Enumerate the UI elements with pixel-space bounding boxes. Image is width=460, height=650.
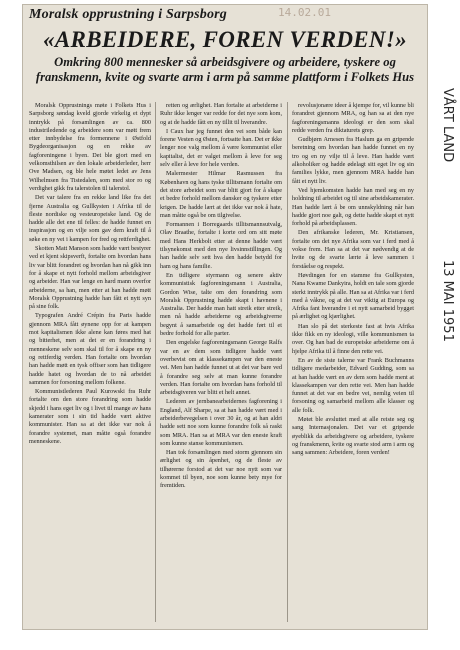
article-paragraph: Malermester Hilmar Rasmussen fra København og hans tyske tillitsmann fortalte om det store arbeidet som var blitt gjort for å skape et bedre forhold mellom dansker og tyskere etter krigen. De hadde lært at det ikke var nok å hate, man måtte også be om tilgivelse. bbox=[160, 170, 282, 219]
date-stamp: 14.02.01 bbox=[278, 6, 331, 19]
article-paragraph: Formannen i Borregaards tillitsmannsutvalg, Olav Braathe, fortalte i korte ord om sitt møte med Hans Herkbolt etter at denne hadde vært tilsynekomst med den nye livsinnstillingen. Og han hadde selv sett hva den hadde betydd for ham og hans familie. bbox=[160, 221, 282, 270]
article-paragraph: Han slo på det sterkeste fast at hvis Afrika ikke fikk en ny ideologi, ville kommunismen ta over. Og han bad de europeiske arbeiderne om å hjelpe Afrika til å finne den rette vei. bbox=[292, 322, 414, 355]
handwritten-source: VÅRT LAND bbox=[440, 88, 455, 163]
handwritten-date: 13 MAI 1951 bbox=[440, 260, 455, 342]
article-column-3 bbox=[292, 102, 414, 622]
article-paragraph: Den afrikanske lederen, Mr. Kristiansen, fortalte om det nye Afrika som var i ferd med å vokse frem. Han sa at det var nødvendig at de hvite og de svarte lærte å leve sammen i forståelse og respekt. bbox=[292, 229, 414, 270]
handwritten-source-note bbox=[424, 88, 460, 288]
column-rule bbox=[155, 102, 156, 622]
article-paragraph: Gudbjørn Arnesen fra Haslum ga en gripende beretning om hvordan han hadde funnet en ny tro og en ny vilje til å leve. Han hadde vært alkoholiker og hadde ødelagt sitt eget liv og sin families lykke, men gjennom MRA hadde han fått et nytt liv. bbox=[292, 136, 414, 185]
newspaper-clipping bbox=[22, 4, 428, 630]
article-paragraph: Moralsk Opprustnings møte i Folkets Hus i Sarpsborg søndag kveld gjorde virkelig et dypt inntrykk på forsamlingen av ca. 800 industriledende og arbeidere som var møtt frem etter innbydelse fra formennene i Østfold Bygdeorganisasjon og en rekke av fagforeningene i byen. Det ble gjort med en velkomsthilsen av den lokale arbeiderleder, herr Ove Madsen, og ble hele møtet ledet av Jens Wilhelmsen fra Tistedalen, som med stor ro og verdighet gikk fra talerstolen til talerstol. bbox=[29, 102, 151, 192]
article-paragraph: Han tok forsamlingen med storm gjennom sin ærlighet og sin åpenhet, og de fleste av tilhørerne forstod at det var noe nytt som var kommet til byen, noe som kunne bety mye for fremtiden. bbox=[160, 449, 282, 490]
article-paragraph: Kommunistlederen Paul Kurowski fra Ruhr fortalte om den store forandring som hadde skjedd i hans eget liv og i livet til mange av hans kamerater som i sin tid hadde vært aktive kommunister. Han sa at det ikke var nok å forandre systemet, man måtte også forandre menneskene. bbox=[29, 388, 151, 445]
article-paragraph: Ved hjemkomsten hadde han med seg en ny holdning til arbeidet og til sine arbeidskamerater. Han hadde lært å be om unnskyldning når han hadde gjort noe galt, og dette hadde skapt et nytt forhold på arbeidsplassen. bbox=[292, 186, 414, 228]
article-column-2 bbox=[160, 102, 282, 622]
article-paragraph: Lederen av jernbanearbeidernes fagforening i England, Alf Sharpe, sa at han hadde vært med i arbeiderbevegelsen i over 30 år, og at han aldri hadde sett noe som kunne forandre folk så raskt som MRA. Han sa at MRA var den eneste kraft som kunne stanse kommunismen. bbox=[160, 398, 282, 447]
handwritten-date-note bbox=[424, 260, 460, 460]
article-paragraph: I Caux har jeg funnet den vei som både kan forene Vesten og Østen, fortsatte han. Det er ikke lenger noe valg mellom å være kommunist eller kapitalist, det er valget mellom å leve for seg selv eller å leve for hele verden. bbox=[160, 127, 282, 169]
subheadline: Omkring 800 mennesker så arbeidsgivere og arbeidere, tyskere og franskmenn, kvite og svarte arm i arm på samme plattform i Folkets Hus bbox=[35, 55, 415, 84]
kicker-headline: Moralsk opprustning i Sarpsborg bbox=[29, 7, 227, 22]
article-paragraph: Høvdingen for en stamme fra Gullkysten, Nana Kwame Dankyira, holdt en tale som gjorde sterkt inntrykk på alle. Han sa at Afrika var i ferd med å våkne, og at det var viktig at Europa og Afrika fant hverandre i et nytt samarbeid bygget på ærlighet og kjærlighet. bbox=[292, 271, 414, 321]
article-paragraph: Typografen André Crépin fra Paris hadde gjennom MRA fått øynene opp for at kampen mot kapitalismen ikke alene kan føres med hat og bitterhet, men at det er en forandring i menneskene selv som skal til for å skape en ny og rettferdig verden. Han fortalte om hvordan han hadde møtt en tysk offiser som han tidligere hadde hatet og hvordan de to nå arbeidet sammen for forsoning mellom folkene. bbox=[29, 312, 151, 386]
article-column-1 bbox=[29, 102, 151, 622]
main-headline: «ARBEIDERE, FOREN VERDEN!» bbox=[43, 27, 407, 52]
column-rule bbox=[287, 102, 288, 622]
article-paragraph: retten og ærlighet. Han fortalte at arbeiderne i Ruhr ikke lenger var redde for det nye som kom, og at de hadde fått en ny tillit til hverandre. bbox=[160, 102, 282, 126]
article-paragraph: Møtet ble avsluttet med at alle reiste seg og sang Internasjonalen. Det var et gripende øyeblikk da arbeidsgivere og arbeidere, tyskere og franskmenn, kvite og svarte stod arm i arm og sang sammen: Arbeidere, foren verden! bbox=[292, 415, 414, 457]
article-paragraph: En tidligere styrmann og senere aktiv kommunistisk fagforeningsmann i Australia, Gordon Wise, talte om den forandring som Moralsk Opprustning hadde skapt i havnene i Australia. Der hadde man hatt streik etter streik, men nå hadde arbeiderne og arbeidsgiverne begynt å samarbeide og det hadde ført til et bedre forhold for alle parter. bbox=[160, 271, 282, 338]
article-paragraph: En av de siste talerne var Frank Buchmanns tidligere medarbeider, Edvard Gudding, som sa at han hadde vært en av dem som hadde ment at klassekampen var den rette vei. Men han hadde funnet at det var en bedre vei, nemlig veien til forsoning og samarbeid mellom alle klasser og alle folk. bbox=[292, 356, 414, 414]
article-paragraph: Det var talere fra en rekke land like fra det fjerne Australia og Gullkysten i Afrika til de fleste nordiske og vesteuropeiske land. Og de hadde alle det ene til felles: de hadde funnet en inspirasjon og en vilje som gav dem kraft til å søke en ny vei i kampen for fred og rettferdighet. bbox=[29, 194, 151, 243]
article-paragraph: Skotten Matt Manson som hadde vært bestyrer ved et kjent skipsverft, fortalte om hvordan hans liv var blitt forandret og hvordan han nå gikk inn for å skape et nytt forhold mellom arbeidsgiver og arbeider. Han var lenge en hard mann overfor arbeiderne, sa han, men etter at han hadde møtt Moralsk Opprustning hadde han fått et nytt syn på sine folk. bbox=[29, 245, 151, 311]
article-paragraph: revolusjonære ideer å kjempe for, vil kunne bli forandret gjennom MRA, og han sa at den nye fagforeningsmanns ideologi er den som skal redde verden fra diktaturets grep. bbox=[292, 102, 414, 134]
article-paragraph: Den engelske fagforeningsmann George Ralfs var en av dem som tidligere hadde vært overbevist om at klassekampen var den eneste vei. Men han hadde funnet ut at det var bare ved å forandre seg selv at man kunne forandre verden. Han fortalte om hvordan hans forhold til arbeidsgiveren var blitt et helt annet. bbox=[160, 339, 282, 397]
